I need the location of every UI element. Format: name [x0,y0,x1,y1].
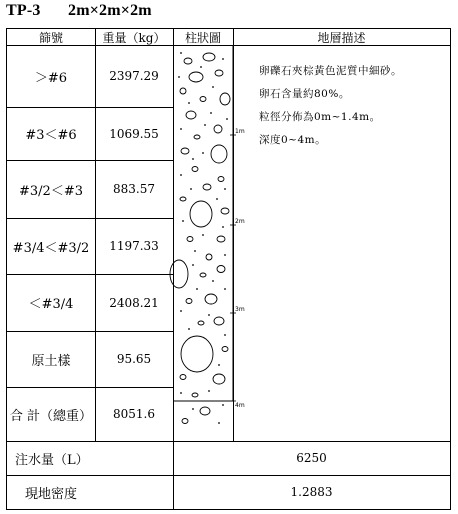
table-row-weight: 1197.33 [109,239,159,253]
table-row-sieve: 原土樣 [31,353,71,369]
table-row-sieve: ＞#6 [34,70,68,86]
table-row-weight: 8051.6 [113,407,155,421]
strata-description-line: 卵石含量約80%。 [259,88,350,100]
sieve-analysis-table [6,28,451,510]
strata-description-line: 深度0~4m。 [259,134,327,146]
table-row-weight: 883.57 [113,182,155,196]
strata-description-line: 粒徑分佈為0m~1.4m。 [259,111,381,123]
depth-mark-1m: 1m [235,128,245,135]
table-row-sieve: ＜#3/4 [28,297,74,312]
table-row-sieve: #3/4＜#3/2 [12,240,90,256]
header-column: 柱狀圖 [184,30,221,45]
header-sieve: 篩號 [38,30,63,45]
table-row-sieve: #3＜#6 [25,128,77,143]
table-row-sieve: 合 計（總重） [9,408,93,424]
boring-column-log [173,29,243,441]
table-row-weight: 2408.21 [109,295,159,310]
depth-mark-3m: 3m [235,306,245,313]
header-weight: 重量（kg） [102,30,166,45]
test-pit-size: 2m×2m×2m [68,2,152,19]
table-row-sieve: #3/2＜#3 [19,183,83,199]
strata-description-line: 卵礫石夾棕黃色泥質中細砂。 [259,65,402,77]
table-row-weight: 95.65 [116,352,152,366]
footer-label-water: 注水量（L） [15,452,89,468]
test-pit-id: TP-3 [6,2,41,19]
depth-mark-2m: 2m [235,218,245,225]
footer-value-density: 1.2883 [290,485,333,499]
table-row-weight: 1069.55 [109,126,159,141]
footer-label-density: 現地密度 [25,486,78,502]
footer-value-water: 6250 [296,451,327,465]
header-strata: 地層描述 [317,30,366,45]
table-row-weight: 2397.29 [109,69,159,83]
depth-mark-4m: 4m [235,402,245,409]
